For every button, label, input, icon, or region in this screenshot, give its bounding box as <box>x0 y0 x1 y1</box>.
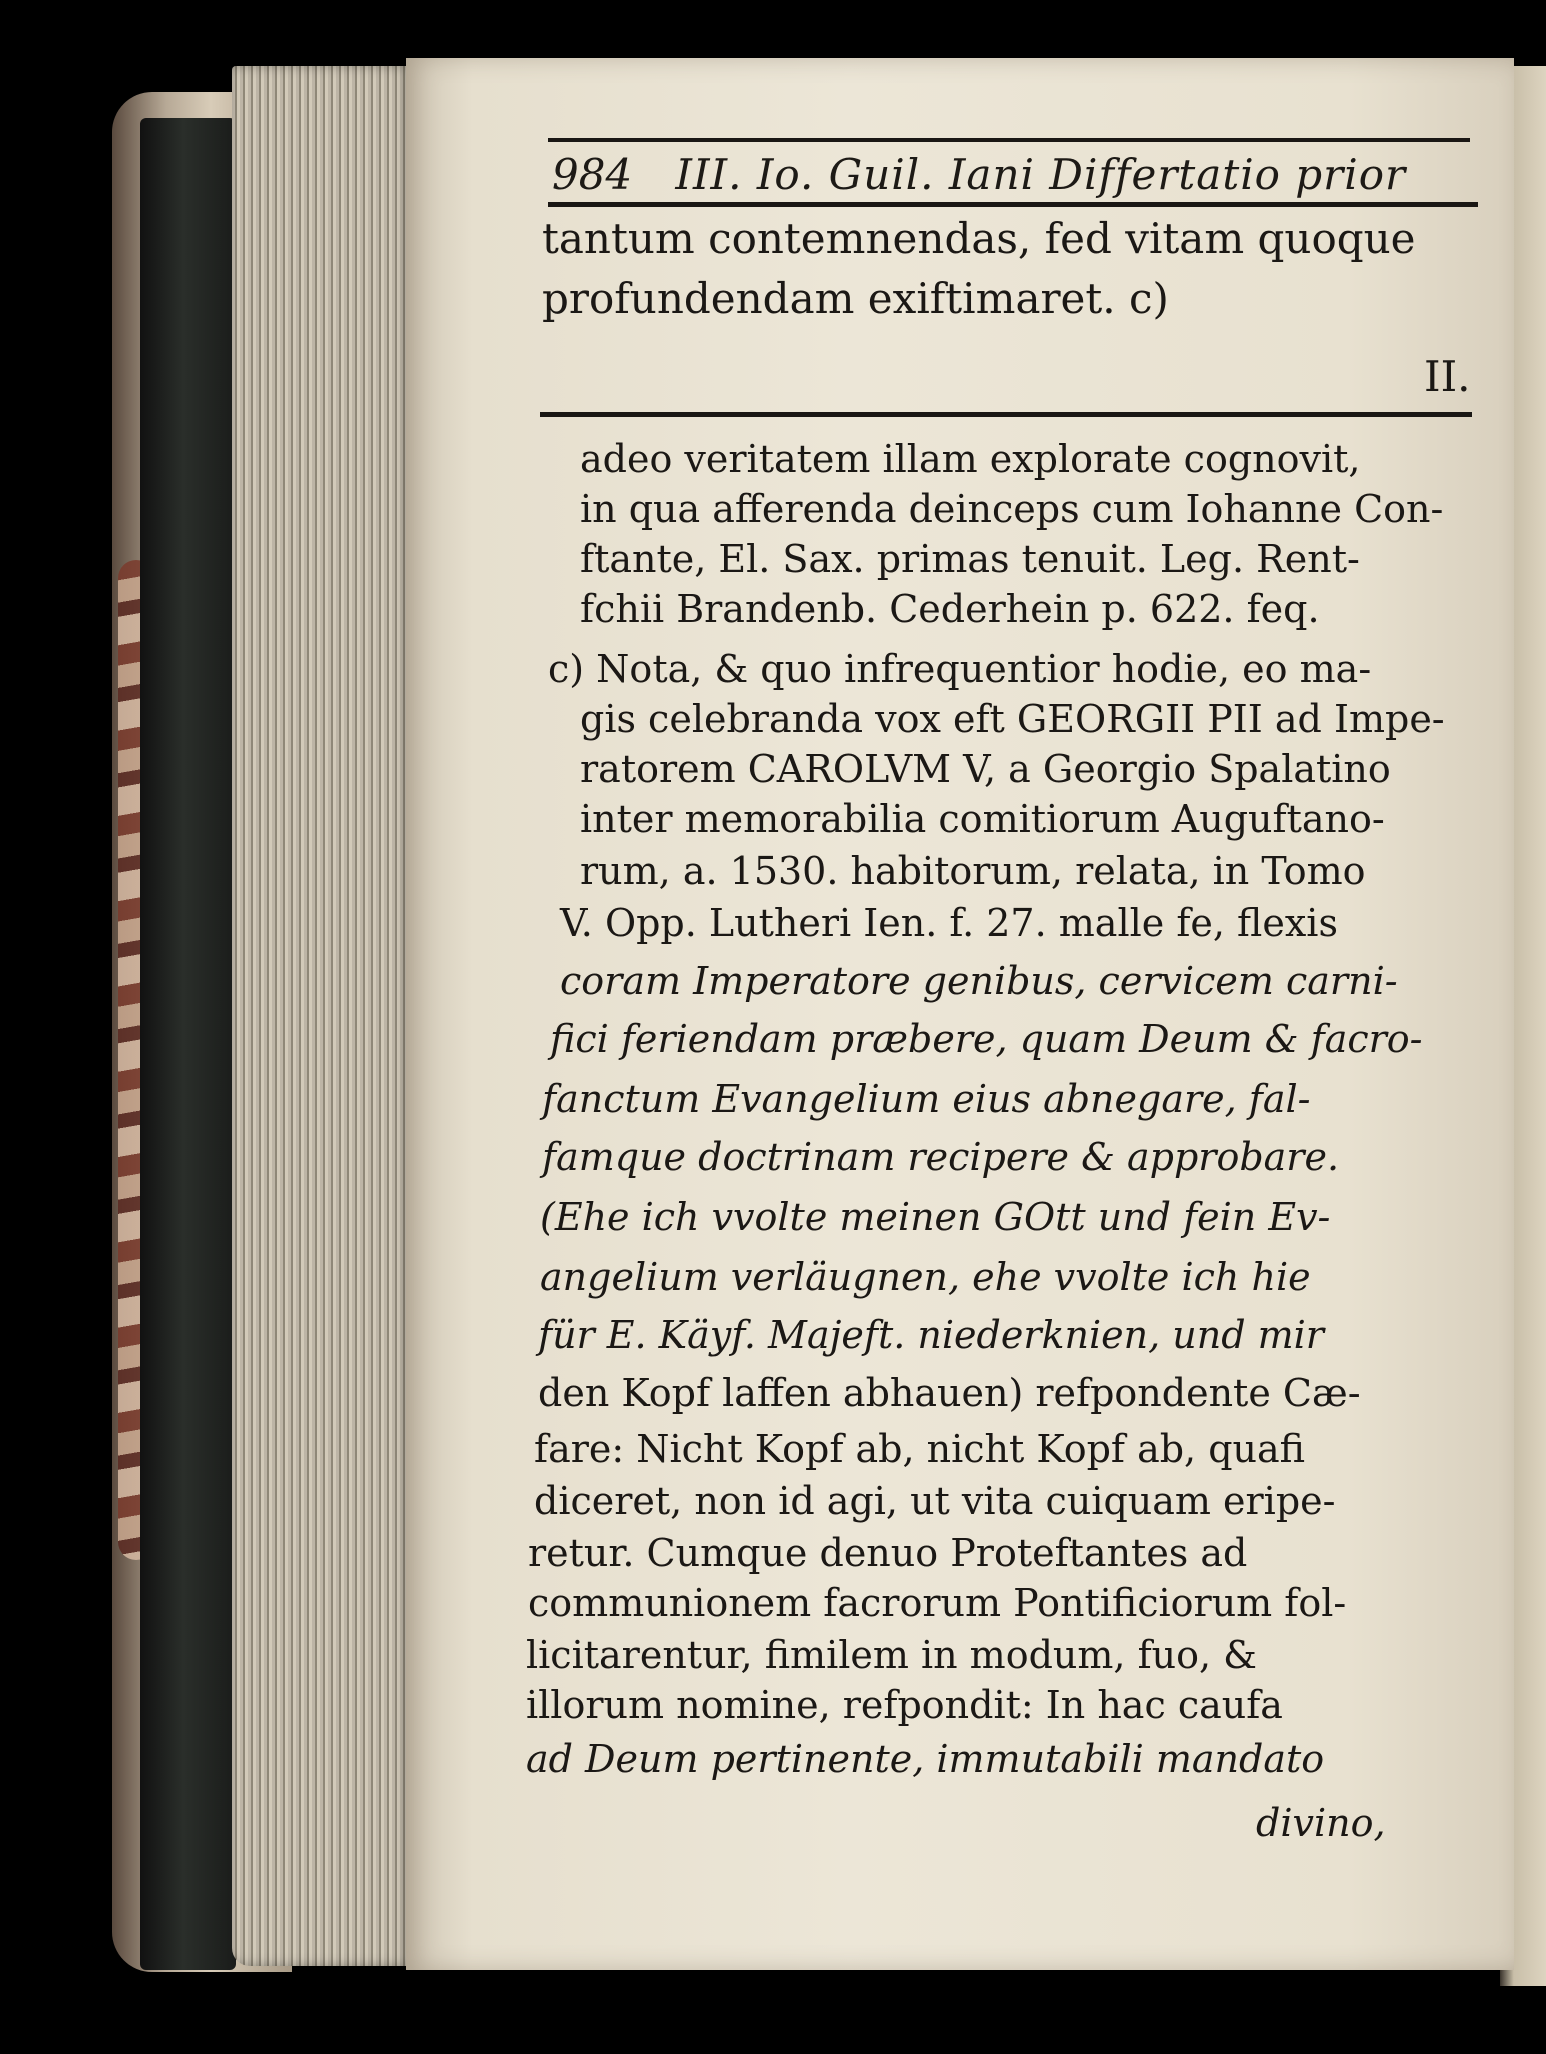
note-line: angelium verläugnen, ehe vvolte ich hie <box>540 1255 1311 1299</box>
book-spine <box>140 118 236 1970</box>
running-head <box>552 150 1472 210</box>
note-line: den Kopf laffen abhauen) refpondente Cæ- <box>538 1371 1361 1415</box>
note-line: (Ehe ich vvolte meinen GOtt und fein Ev- <box>540 1195 1331 1239</box>
note-line: V. Opp. Lutheri Ien. f. 27. malle fe, flexis <box>560 901 1338 945</box>
note-line: inter memorabilia comitiorum Auguftano- <box>580 797 1385 841</box>
note-line: rum, a. 1530. habitorum, relata, in Tomo <box>580 849 1366 893</box>
note-line: für E. Käyf. Majeft. niederknien, und mir <box>538 1313 1324 1357</box>
note-line: illorum nomine, refpondit: In hac caufa <box>526 1683 1283 1727</box>
note-line: in qua afferenda deinceps cum Iohanne Con- <box>580 487 1444 531</box>
note-line: famque doctrinam recipere & approbare. <box>542 1135 1340 1179</box>
page-number: 984 <box>552 150 633 199</box>
note-line: fanctum Evangelium eius abnegare, fal- <box>542 1077 1311 1121</box>
section-catchword: II. <box>1424 352 1471 401</box>
body-line: profundendam exiftimaret. c) <box>542 274 1169 323</box>
running-title: III. Io. Guil. Iani Differtatio prior <box>675 150 1407 199</box>
header-rule-top <box>548 138 1470 142</box>
body-line: tantum contemnendas, fed vitam quoque <box>542 214 1416 263</box>
note-line: ad Deum pertinente, immutabili mandato <box>526 1737 1325 1781</box>
note-line: ftante, El. Sax. primas tenuit. Leg. Rent- <box>580 537 1360 581</box>
note-line: retur. Cumque denuo Proteftantes ad <box>528 1531 1248 1575</box>
page-edges <box>232 66 412 1966</box>
note-line: adeo veritatem illam explorate cognovit, <box>580 437 1361 481</box>
note-line: fchii Brandenb. Cederhein p. 622. feq. <box>580 587 1320 631</box>
note-line: licitarentur, fimilem in modum, fuo, & <box>526 1633 1257 1677</box>
note-line: diceret, non id agi, ut vita cuiquam eripe- <box>534 1479 1336 1523</box>
note-line: fare: Nicht Kopf ab, nicht Kopf ab, quafi <box>534 1427 1306 1471</box>
note-line: c) Nota, & quo infrequentior hodie, eo ma- <box>548 647 1372 691</box>
note-line: coram Imperatore genibus, cervicem carni- <box>560 959 1398 1003</box>
note-line: fici feriendam præbere, quam Deum & facro- <box>550 1017 1423 1061</box>
footnote-rule <box>540 412 1472 417</box>
note-line: gis celebranda vox eft GEORGII PII ad Impe- <box>580 697 1445 741</box>
note-line: ratorem CAROLVM V, a Georgio Spalatino <box>580 747 1391 791</box>
note-line: communionem facrorum Pontificiorum fol- <box>528 1581 1347 1625</box>
catchword: divino, <box>1256 1801 1386 1845</box>
